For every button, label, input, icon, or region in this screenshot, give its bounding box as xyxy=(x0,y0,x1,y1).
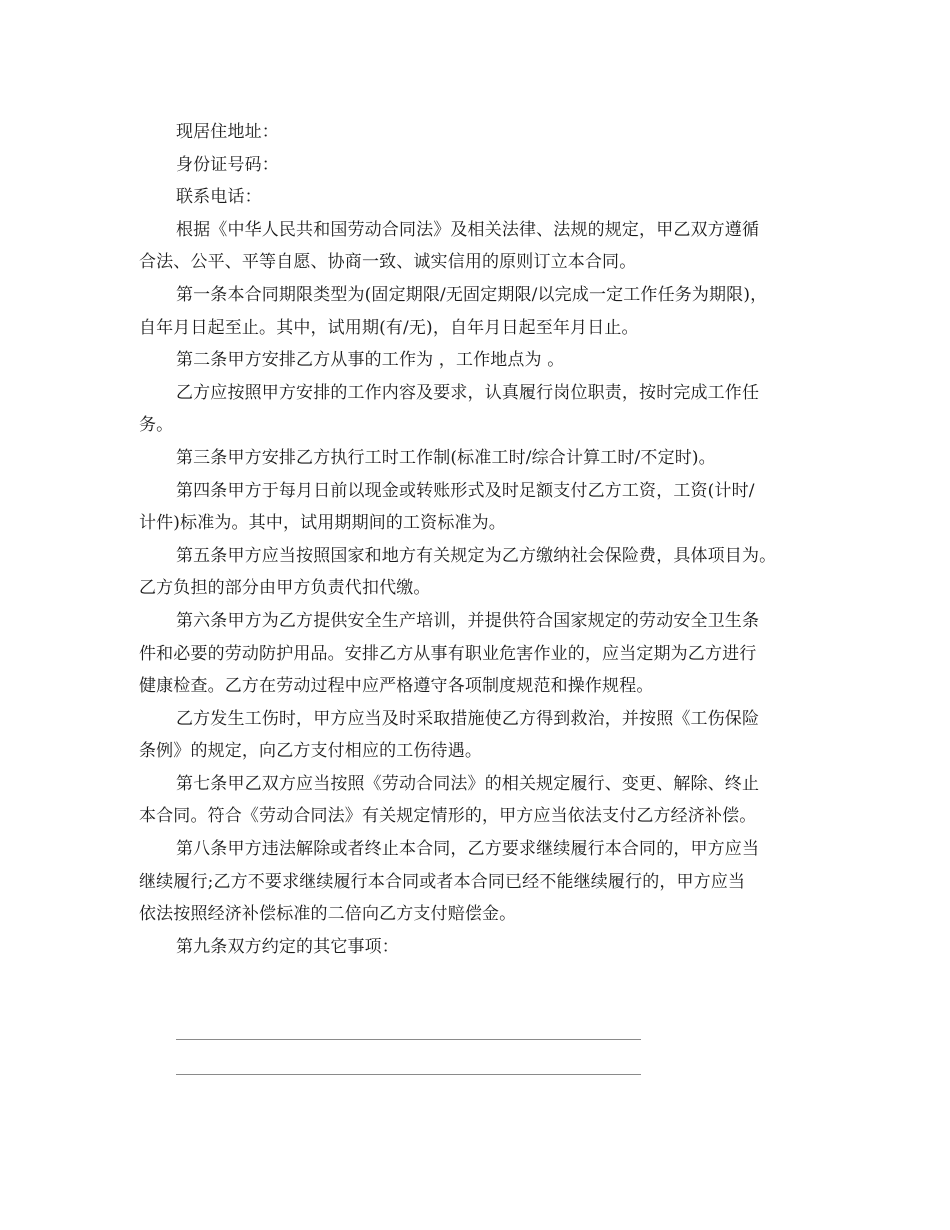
blank-fill-line xyxy=(176,1074,641,1075)
text-line-article-7a: 第七条甲乙双方应当按照《劳动合同法》的相关规定履行、变更、解除、终止 xyxy=(176,773,760,794)
contract-body xyxy=(139,116,829,963)
text-line-article-2-detail-a: 乙方应按照甲方安排的工作内容及要求，认真履行岗位职责，按时完成工作任 xyxy=(176,382,760,403)
text-line-article-7b: 本合同。符合《劳动合同法》有关规定情形的，甲方应当依法支付乙方经济补偿。 xyxy=(139,806,757,827)
text-line-article-8c: 依法按照经济补偿标准的二倍向乙方支付赔偿金。 xyxy=(139,904,517,925)
text-line-residence-address: 现居住地址： xyxy=(176,122,279,142)
text-line-preamble-2: 合法、公平、平等自愿、协商一致、诚实信用的原则订立本合同。 xyxy=(139,252,637,273)
text-line-article-9: 第九条双方约定的其它事项： xyxy=(176,936,399,957)
text-line-preamble-1: 根据《中华人民共和国劳动合同法》及相关法律、法规的规定，甲乙双方遵循 xyxy=(176,219,760,240)
text-line-article-4b: 计件)标准为。其中，试用期期间的工资标准为。 xyxy=(139,513,506,534)
text-line-article-1b: 自年月日起至止。其中，试用期(有/无)，自年月日起至年月日止。 xyxy=(139,317,639,338)
text-line-article-8a: 第八条甲方违法解除或者终止本合同，乙方要求继续履行本合同的，甲方应当 xyxy=(176,839,760,860)
text-line-phone: 联系电话： xyxy=(176,187,262,208)
text-line-article-3: 第三条甲方安排乙方执行工时工作制(标准工时/综合计算工时/不定时)。 xyxy=(176,447,716,468)
text-line-article-5a: 第五条甲方应当按照国家和地方有关规定为乙方缴纳社会保险费，具体项目为。 xyxy=(176,545,777,566)
text-line-article-5b: 乙方负担的部分由甲方负责代扣代缴。 xyxy=(139,578,431,599)
text-line-article-8b: 继续履行;乙方不要求继续履行本合同或者本合同已经不能继续履行的，甲方应当 xyxy=(139,871,746,892)
text-line-id-number: 身份证号码： xyxy=(176,154,279,175)
text-line-article-6b: 件和必要的劳动防护用品。安排乙方从事有职业危害作业的，应当定期为乙方进行 xyxy=(139,643,757,664)
text-line-article-6a: 第六条甲方为乙方提供安全生产培训，并提供符合国家规定的劳动安全卫生条 xyxy=(176,610,760,631)
text-line-article-2: 第二条甲方安排乙方从事的工作为 ，工作地点为 。 xyxy=(176,350,565,371)
text-line-injury-b: 条例》的规定，向乙方支付相应的工伤待遇。 xyxy=(139,741,482,762)
text-line-article-1a: 第一条本合同期限类型为(固定期限/无固定期限/以完成一定工作任务为期限)， xyxy=(176,284,768,305)
text-line-article-6c: 健康检查。乙方在劳动过程中应严格遵守各项制度规范和操作规程。 xyxy=(139,676,654,697)
text-line-injury-a: 乙方发生工伤时，甲方应当及时采取措施使乙方得到救治，并按照《工伤保险 xyxy=(176,708,760,729)
blank-fill-line xyxy=(176,1039,641,1040)
text-line-article-4a: 第四条甲方于每月日前以现金或转账形式及时足额支付乙方工资，工资(计时/ xyxy=(176,480,755,501)
text-line-article-2-detail-b: 务。 xyxy=(139,415,174,436)
